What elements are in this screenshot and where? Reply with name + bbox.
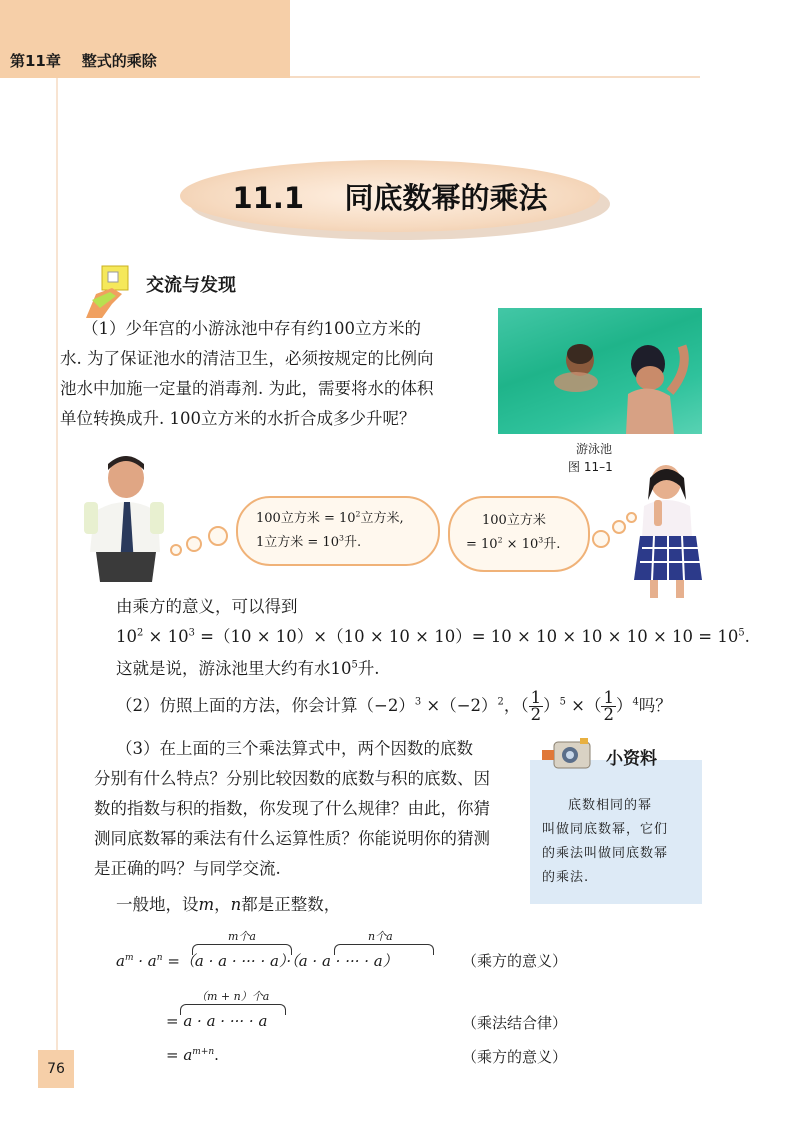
thought-dot <box>208 526 228 546</box>
figure-caption: 游泳池 <box>576 442 613 456</box>
margin-rule <box>56 78 58 1088</box>
exponent: n <box>156 953 163 963</box>
derivation-conclusion <box>116 654 380 684</box>
fraction-numerator: 1 <box>603 688 614 707</box>
exponent: m <box>124 953 134 963</box>
problem-2-part: ×（ <box>565 696 602 715</box>
bubble-text: 1立方米 = 10 <box>256 535 339 550</box>
reason-1: （乘方的意义） <box>462 952 568 970</box>
fraction-one-half <box>529 690 544 723</box>
problem-2-part: 吗？ <box>638 696 672 715</box>
exponent: m+n <box>192 1047 215 1057</box>
problem-3-line: 数的指数与积的指数，你发现了什么规律？由此，你猜 <box>94 799 490 818</box>
close-paren: ） <box>543 696 560 715</box>
general-intro-part: 都是正整数， <box>241 895 341 914</box>
bubble-text: = 10 <box>466 537 498 552</box>
general-row-1 <box>116 950 398 971</box>
exponent: 3 <box>414 696 422 708</box>
discussion-icon <box>82 264 132 320</box>
problem-1-text <box>60 314 482 434</box>
exponent: 3 <box>338 533 344 543</box>
thought-dot <box>170 544 182 556</box>
thought-bubble-left <box>236 496 440 566</box>
brace-label-m: m个a <box>228 930 256 943</box>
page-number: 76 <box>38 1050 74 1088</box>
problem-2-part: （2）仿照上面的方法，你会计算（−2） <box>116 696 415 715</box>
problem-3-line: （3）在上面的三个乘法算式中，两个因数的底数 <box>116 739 473 758</box>
exponent: 3 <box>188 627 195 639</box>
result-base: = a <box>166 1046 193 1064</box>
fraction-denominator: 2 <box>603 705 614 724</box>
general-row-2: = a · a · ··· · a <box>166 1012 268 1030</box>
exponent: 3 <box>538 535 544 545</box>
brace-label-mn: （m + n）个a <box>196 990 270 1003</box>
conclusion-text: 升. <box>357 659 380 678</box>
general-row-3 <box>166 1046 219 1064</box>
boy-illustration <box>78 452 168 582</box>
problem-2-part: ×（−2） <box>421 696 498 715</box>
derivation-equation <box>116 622 750 652</box>
general-intro-part: 一般地，设 <box>116 895 199 914</box>
problem-2-part: ，（ <box>503 696 529 715</box>
exponent: 2 <box>497 696 504 708</box>
base-a: a <box>116 952 125 970</box>
figure-label: 图 11–1 <box>568 460 613 474</box>
problem-3-line: 分别有什么特点？分别比较因数的底数与积的底数、因 <box>94 769 490 788</box>
exponent: 2 <box>497 535 503 545</box>
thought-dot <box>612 520 626 534</box>
variable-m: m <box>198 895 215 914</box>
thought-dot <box>186 536 202 552</box>
conclusion-text: 这就是说，游泳池里大约有水10 <box>116 659 352 678</box>
fraction-denominator: 2 <box>530 705 542 724</box>
exponent: 2 <box>137 627 144 639</box>
variable-n: n <box>230 895 242 914</box>
thought-dot <box>592 530 610 548</box>
girl-illustration <box>632 460 704 598</box>
bubble-text: 升. <box>543 537 561 552</box>
exponent: 5 <box>351 659 358 671</box>
problem-1-line: 水. 为了保证池水的清洁卫生，必须按规定的比例向 <box>60 349 434 368</box>
thought-bubble-right <box>448 496 590 572</box>
swimming-pool-photo <box>498 308 702 434</box>
info-line: 底数相同的幂 <box>568 798 653 813</box>
info-title: 小资料 <box>606 749 657 769</box>
bubble-text: 立方米, <box>360 511 404 526</box>
product-expansion: =（a · a · ··· · a）·（a · a · ··· · a） <box>162 952 398 970</box>
problem-3-line: 是正确的吗？与同学交流. <box>94 859 281 878</box>
problem-2-text <box>116 690 672 723</box>
problem-1-line: 单位转换成升. 100立方米的水折合成多少升呢？ <box>60 409 416 428</box>
exponent: 4 <box>632 696 639 708</box>
exponent: 5 <box>559 696 566 708</box>
product-part: · a <box>133 952 157 970</box>
problem-3-text <box>94 734 514 884</box>
general-intro-part: ， <box>214 895 231 914</box>
fraction-one-half <box>601 690 616 723</box>
info-text <box>542 794 694 890</box>
result-end: . <box>214 1046 219 1064</box>
problem-3-line: 测同底数幂的乘法有什么运算性质？你能说明你的猜测 <box>94 829 490 848</box>
header-rule <box>290 76 700 78</box>
chapter-title: 第11章 整式的乘除 <box>10 52 157 70</box>
camera-icon <box>540 734 596 774</box>
reason-2: （乘法结合律） <box>462 1014 568 1032</box>
section-heading: 交流与发现 <box>146 275 236 296</box>
info-line: 的乘法叫做同底数幂 <box>542 846 669 861</box>
bubble-text: × 10 <box>502 537 539 552</box>
equation-part: . <box>744 627 750 646</box>
reason-3: （乘方的意义） <box>462 1048 568 1066</box>
close-paren: ） <box>615 696 633 715</box>
problem-1-line: （1）少年宫的小游泳池中存有约100立方米的 <box>82 319 421 338</box>
exponent: 5 <box>738 627 745 639</box>
equation-part: =（10 × 10）×（10 × 10 × 10）= 10 × 10 × 10 × 10 × 10 = 10 <box>194 627 739 646</box>
bubble-text: 升. <box>343 535 362 550</box>
bubble-text: 100立方米 <box>482 513 546 528</box>
bubble-text: 100立方米 = 10 <box>256 511 356 526</box>
equation-part: 10 <box>116 627 137 646</box>
equation-part: × 10 <box>143 627 189 646</box>
fraction-numerator: 1 <box>530 688 542 707</box>
general-intro <box>116 890 340 920</box>
exponent: 2 <box>355 509 361 519</box>
problem-1-line: 池水中加施一定量的消毒剂. 为此，需要将水的体积 <box>60 379 434 398</box>
info-line: 的乘法. <box>542 870 590 885</box>
derivation-intro: 由乘方的意义，可以得到 <box>116 597 298 616</box>
info-line: 叫做同底数幂，它们 <box>542 822 669 837</box>
brace-label-n: n个a <box>368 930 393 943</box>
section-title: 11.1 同底数幂的乘法 <box>232 180 548 215</box>
